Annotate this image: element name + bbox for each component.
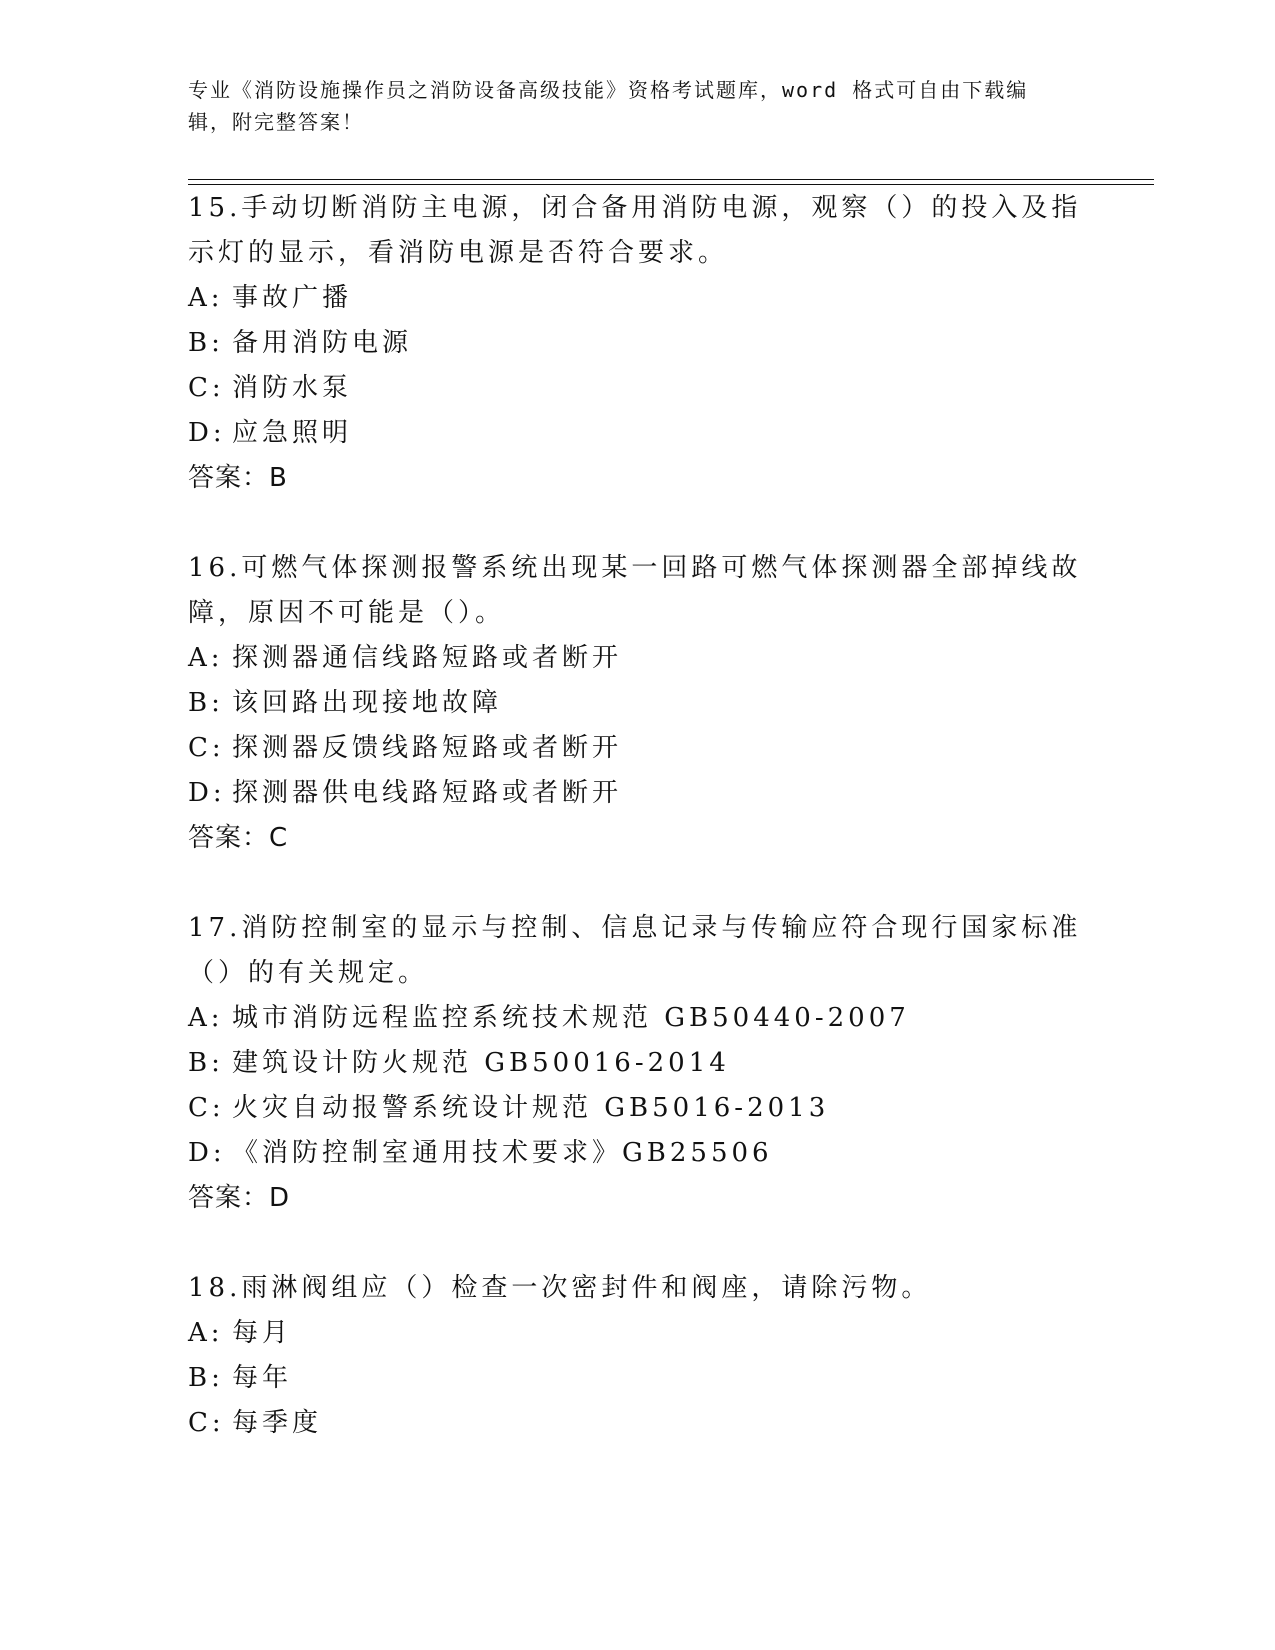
option-letter: D: [188,778,226,808]
header-divider-bottom [188,184,1154,185]
option-b [188,1356,1088,1401]
answer-line: 答案：D [188,1183,291,1213]
option-letter: B: [188,328,224,358]
option-b [188,681,1088,726]
option-letter: B: [188,688,224,718]
option-letter: D: [188,1138,226,1168]
question-17 [188,906,1088,1221]
option-c [188,1086,1088,1131]
option-text: 每年 [232,1363,293,1393]
option-b [188,1041,1088,1086]
option-text: 《消防控制室通用技术要求》GB25506 [232,1138,773,1168]
question-stem: 15.手动切断消防主电源，闭合备用消防电源，观察（）的投入及指示灯的显示，看消防电源是否符合要求。 [188,193,1082,268]
option-d [188,771,1088,816]
question-15 [188,186,1088,501]
option-text: 城市消防远程监控系统技术规范 GB50440-2007 [232,1003,910,1033]
option-text: 备用消防电源 [232,328,413,358]
option-letter: C: [188,733,225,763]
option-a [188,996,1088,1041]
option-letter: A: [188,643,224,673]
option-letter: A: [188,1318,224,1348]
document-header: 专业《消防设施操作员之消防设备高级技能》资格考试题库，word 格式可自由下载编辑，附完整答案！ [188,78,1029,134]
option-letter: B: [188,1048,224,1078]
option-c [188,726,1088,771]
option-letter: A: [188,1003,224,1033]
header-divider-top [188,179,1154,180]
option-letter: C: [188,1093,225,1123]
option-text: 探测器反馈线路短路或者断开 [232,733,623,763]
option-text: 应急照明 [232,418,353,448]
option-letter: A: [188,283,224,313]
question-16 [188,546,1088,861]
option-text: 探测器通信线路短路或者断开 [232,643,623,673]
option-d [188,411,1088,456]
option-a [188,276,1088,321]
option-letter: B: [188,1363,224,1393]
question-stem: 16.可燃气体探测报警系统出现某一回路可燃气体探测器全部掉线故障，原因不可能是（）。 [188,553,1082,628]
option-b [188,321,1088,366]
option-text: 该回路出现接地故障 [232,688,503,718]
question-18 [188,1266,1088,1446]
option-text: 火灾自动报警系统设计规范 GB5016-2013 [232,1093,830,1123]
option-c [188,366,1088,411]
option-text: 事故广播 [232,283,353,313]
option-text: 建筑设计防火规范 GB50016-2014 [232,1048,730,1078]
question-stem: 18.雨淋阀组应（）检查一次密封件和阀座，请除污物。 [188,1273,932,1303]
option-text: 每月 [232,1318,293,1348]
question-stem: 17.消防控制室的显示与控制、信息记录与传输应符合现行国家标准（）的有关规定。 [188,913,1082,988]
option-a [188,1311,1088,1356]
option-a [188,636,1088,681]
option-letter: D: [188,418,226,448]
option-letter: C: [188,373,225,403]
option-text: 探测器供电线路短路或者断开 [232,778,623,808]
option-text: 消防水泵 [232,373,353,403]
answer-line: 答案：C [188,823,289,853]
answer-line: 答案：B [188,463,288,493]
option-c [188,1401,1088,1446]
option-letter: C: [188,1408,225,1438]
option-d [188,1131,1088,1176]
option-text: 每季度 [232,1408,323,1438]
